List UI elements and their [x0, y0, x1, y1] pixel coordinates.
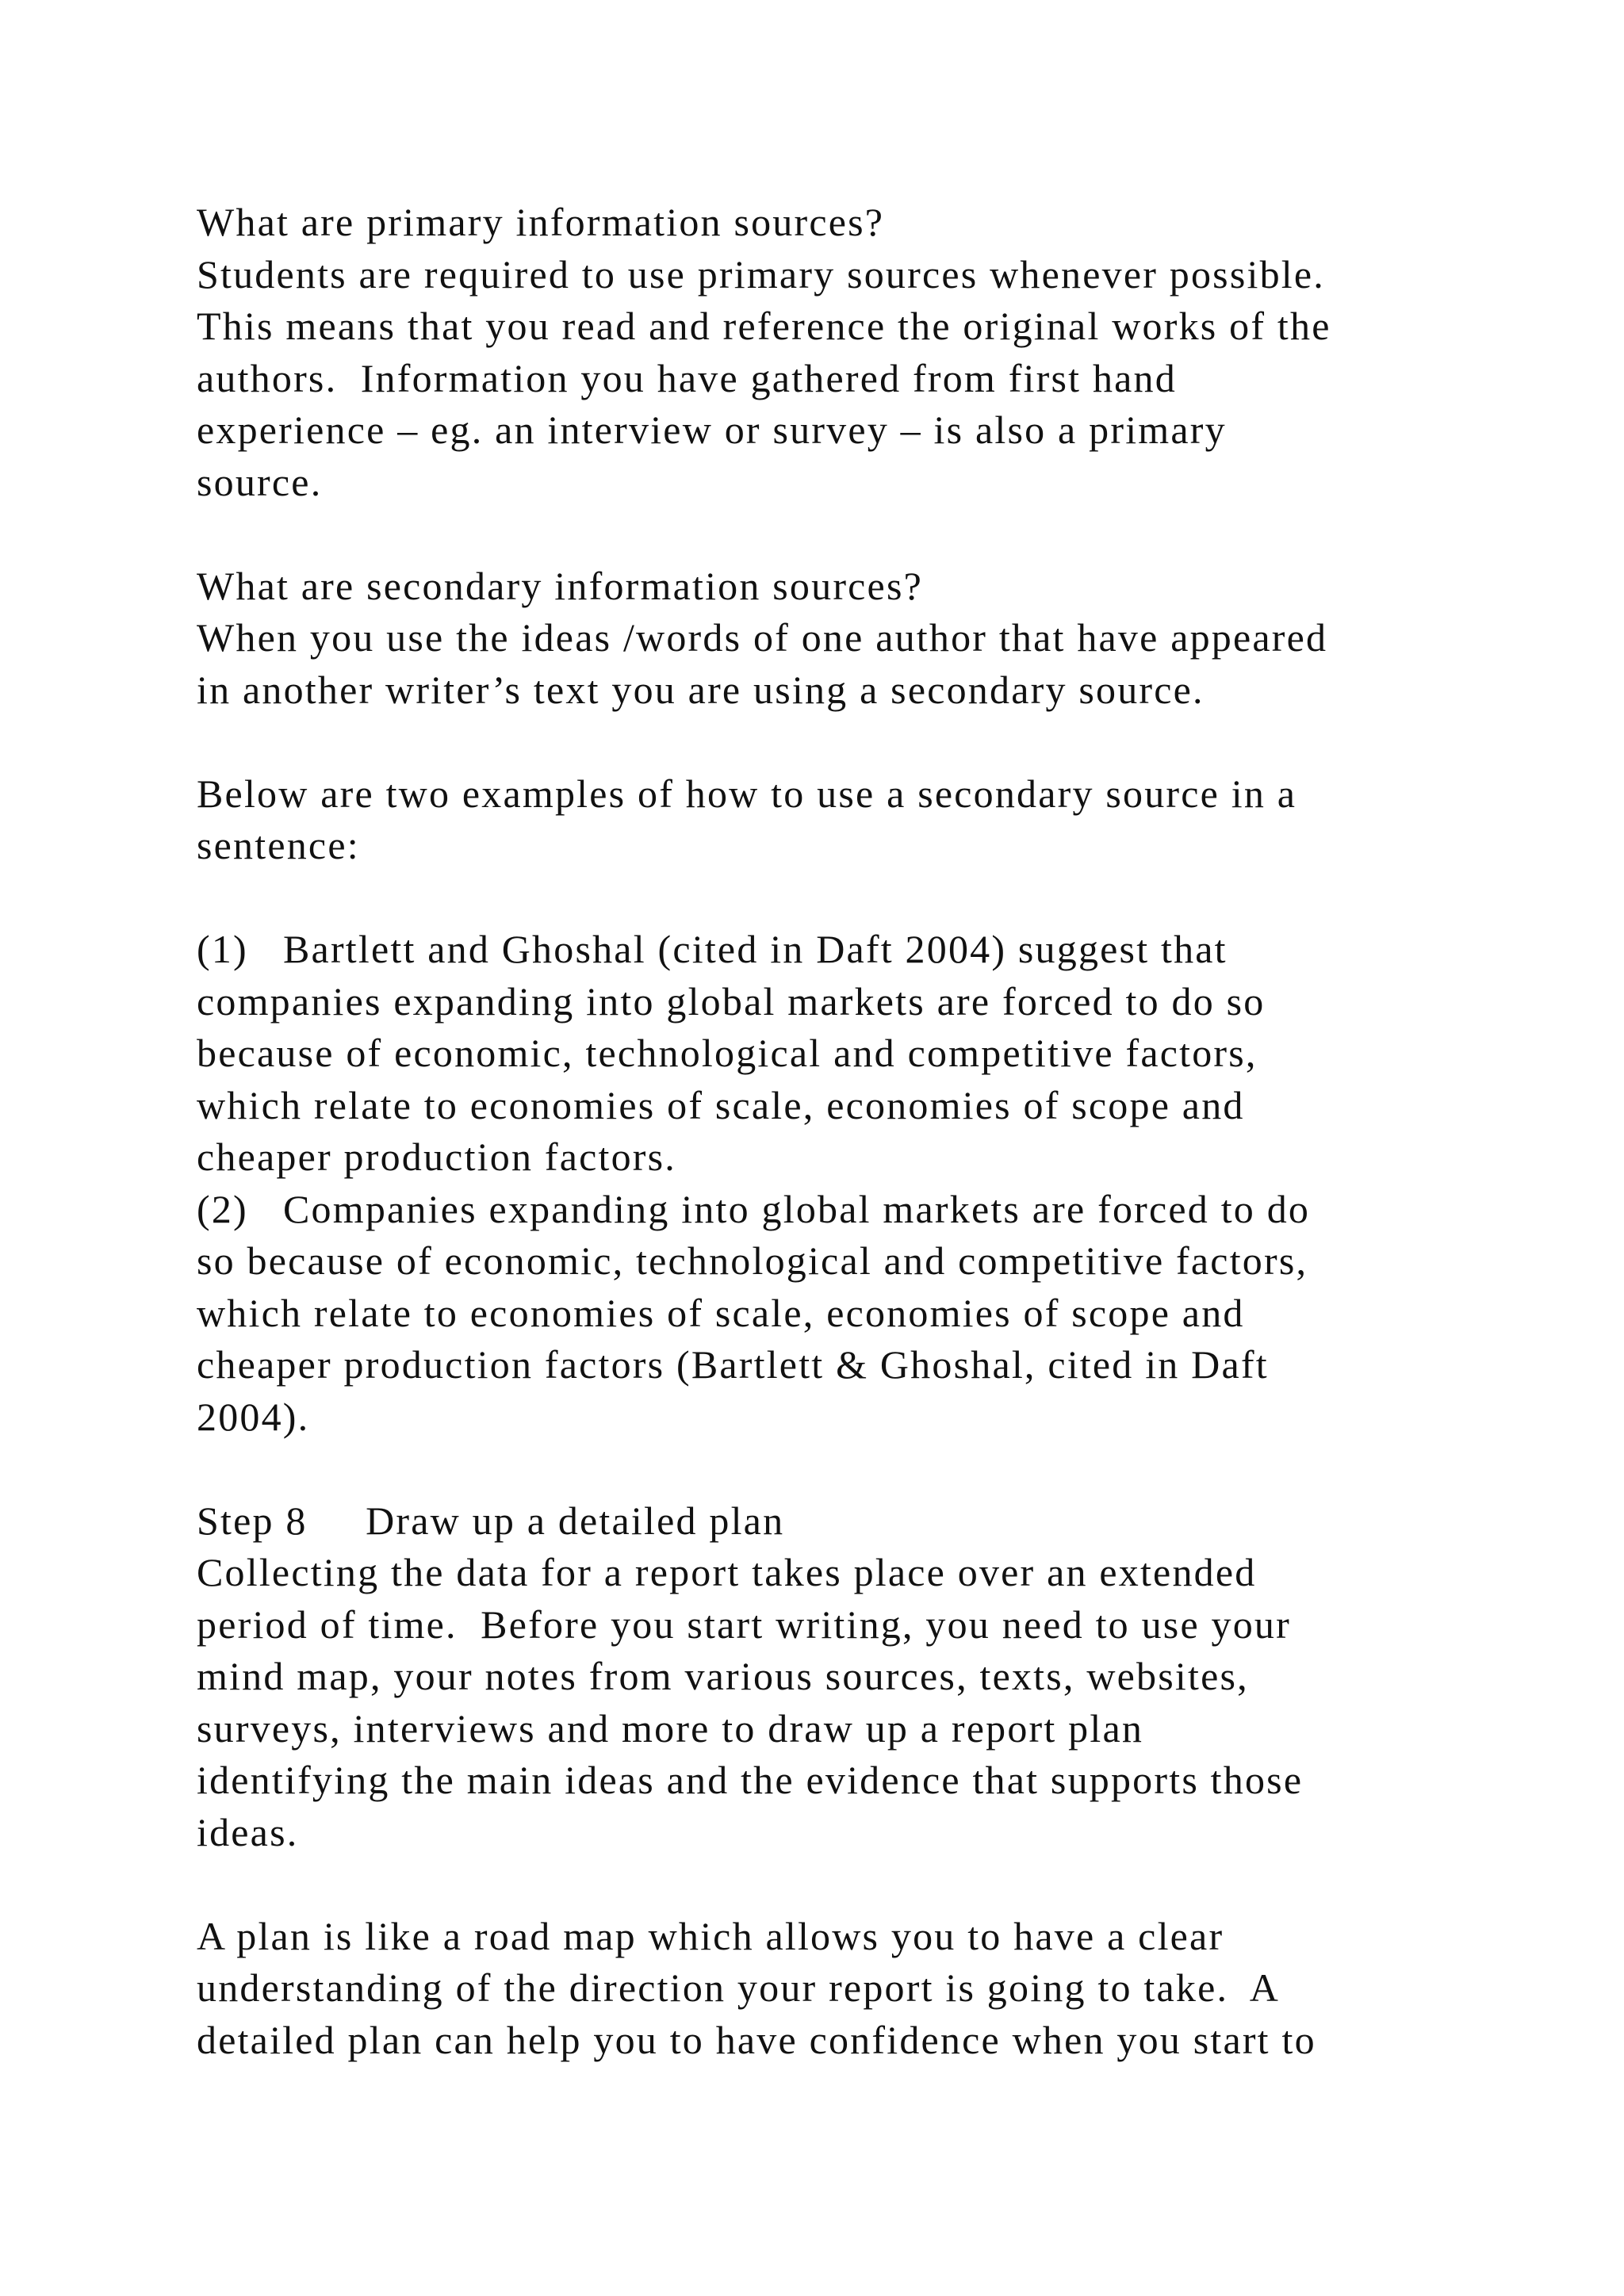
paragraph-gap	[197, 1443, 1497, 1495]
document-page	[197, 197, 1497, 2066]
body-line: which relate to economies of scale, economies of scope and	[197, 1290, 1245, 1335]
body-line: authors. Information you have gathered from first hand	[197, 355, 1177, 400]
body-line: (1) Bartlett and Ghoshal (cited in Daft 2004) suggest that	[197, 927, 1228, 971]
body-line: Collecting the data for a report takes place over an extended	[197, 1550, 1257, 1594]
paragraph-gap	[197, 1858, 1497, 1911]
body-line: period of time. Before you start writing, you need to use your	[197, 1601, 1291, 1647]
paragraph-gap	[197, 716, 1497, 768]
body-line: surveys, interviews and more to draw up a report plan	[197, 1705, 1144, 1751]
body-line: detailed plan can help you to have confidence when you start to	[197, 2017, 1316, 2062]
paragraph-gap	[197, 872, 1497, 924]
body-line: 2004).	[197, 1394, 310, 1439]
section-heading: What are secondary information sources?	[197, 563, 924, 608]
body-line: mind map, your notes from various sources, texts, websites,	[197, 1654, 1249, 1698]
body-line: When you use the ideas /words of one author that have appeared	[197, 615, 1328, 660]
section-heading: What are primary information sources?	[197, 200, 885, 244]
body-line: because of economic, technological and competitive factors,	[197, 1031, 1258, 1075]
body-line: identifying the main ideas and the evidence that supports those	[197, 1758, 1304, 1802]
body-line: (2) Companies expanding into global markets are forced to do	[197, 1186, 1311, 1231]
section-secondary-sources	[197, 561, 1497, 717]
paragraph-gap	[197, 508, 1497, 561]
body-line: companies expanding into global markets are forced to do so	[197, 978, 1266, 1024]
example-2	[197, 1184, 1497, 1444]
body-line: understanding of the direction your report is going to take. A	[197, 1965, 1281, 2010]
body-line: This means that you read and reference the original works of the	[197, 304, 1331, 348]
body-line: in another writer’s text you are using a secondary source.	[197, 667, 1205, 712]
examples-intro	[197, 768, 1497, 872]
example-1	[197, 924, 1497, 1184]
body-line: sentence:	[197, 823, 360, 867]
section-step-8	[197, 1495, 1497, 1859]
body-line: source.	[197, 459, 323, 504]
plan-paragraph	[197, 1911, 1497, 2067]
body-line: Students are required to use primary sources whenever possible.	[197, 251, 1325, 297]
body-line: cheaper production factors (Bartlett & Ghoshal, cited in Daft	[197, 1342, 1269, 1387]
section-primary-sources	[197, 197, 1497, 508]
body-line: Below are two examples of how to use a secondary source in a	[197, 771, 1297, 816]
body-line: ideas.	[197, 1809, 299, 1854]
section-heading: Step 8 Draw up a detailed plan	[197, 1498, 785, 1543]
body-line: so because of economic, technological and competitive factors,	[197, 1238, 1308, 1283]
body-line: cheaper production factors.	[197, 1135, 676, 1179]
body-line: experience – eg. an interview or survey – is also a primary	[197, 408, 1227, 452]
body-line: which relate to economies of scale, economies of scope and	[197, 1082, 1245, 1127]
body-line: A plan is like a road map which allows you to have a clear	[197, 1913, 1224, 1958]
